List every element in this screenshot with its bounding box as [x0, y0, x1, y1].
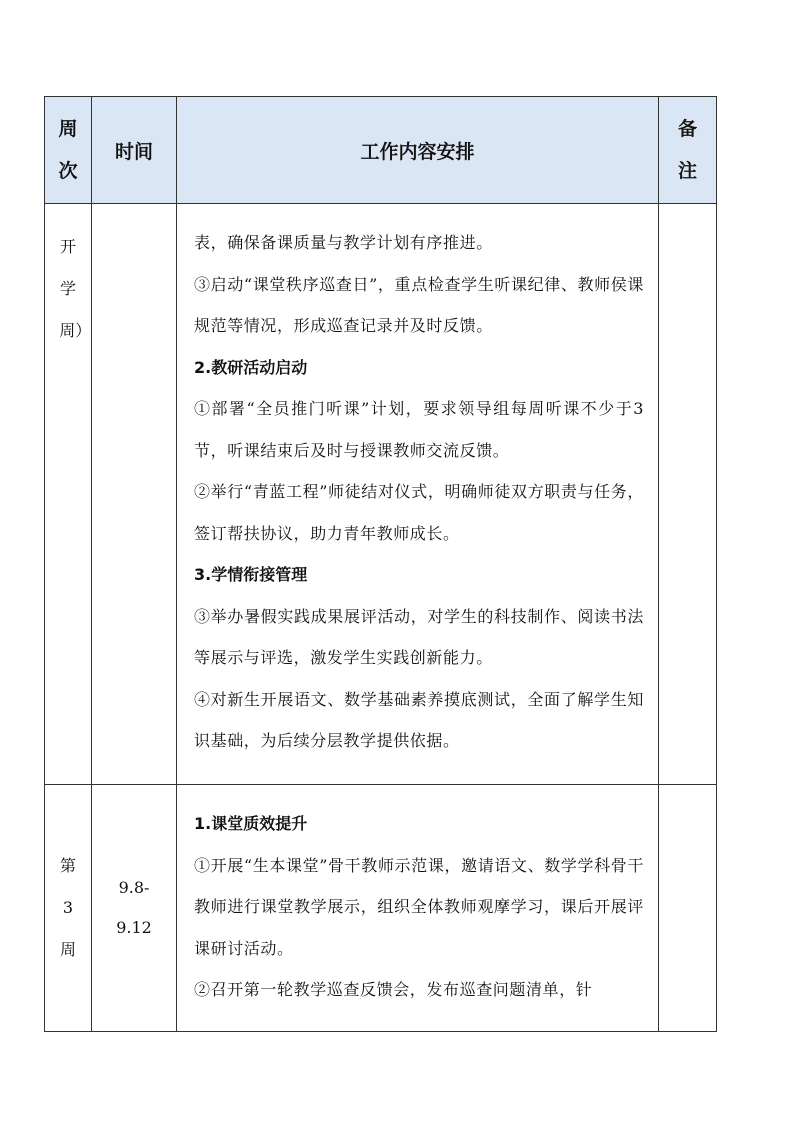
schedule-table — [44, 96, 717, 1032]
header-week: 周次 — [45, 97, 92, 204]
week-cell — [45, 204, 92, 785]
content-cell — [177, 785, 659, 1032]
header-time: 时间 — [92, 97, 177, 204]
section-heading: 1.课堂质效提升 — [194, 814, 308, 833]
content-line: ④对新生开展语文、数学基础素养摸底测试，全面了解学生知识基础，为后续分层教学提供依据。 — [194, 689, 644, 750]
note-cell — [659, 204, 717, 785]
header-note: 备注 — [659, 97, 717, 204]
table-row — [45, 785, 717, 1032]
time-cell — [92, 204, 177, 785]
content-line: 表，确保备课质量与教学计划有序推进。 — [194, 233, 493, 252]
content-line: ①开展“生本课堂”骨干教师示范课，邀请语文、数学学科骨干教师进行课堂教学展示，组织全体教师观摩学习，课后开展评课研讨活动。 — [194, 855, 644, 958]
content-line: ②举行“青蓝工程”师徒结对仪式，明确师徒双方职责与任务，签订帮扶协议，助力青年教师成长。 — [194, 482, 644, 543]
section-heading: 2.教研活动启动 — [194, 357, 308, 377]
time-cell — [92, 785, 177, 1032]
header-content: 工作内容安排 — [177, 97, 659, 204]
time-label: 9.8-9.12 — [116, 878, 152, 937]
content-line: ③举办暑假实践成果展评活动，对学生的科技制作、阅读书法等展示与评选，激发学生实践创新能力。 — [194, 606, 644, 667]
note-cell — [659, 785, 717, 1032]
table-header-row — [45, 97, 717, 204]
content-line: ②召开第一轮教学巡查反馈会，发布巡查问题清单，针 — [194, 980, 593, 999]
content-line: ③启动“课堂秩序巡查日”，重点检查学生听课纪律、教师侯课规范等情况，形成巡查记录并及时反馈。 — [194, 274, 644, 335]
week-label: 开学周） — [59, 237, 92, 340]
week-label: 第3周 — [59, 856, 76, 959]
week-cell — [45, 785, 92, 1032]
content-line: ①部署“全员推门听课”计划，要求领导组每周听课不少于3节，听课结束后及时与授课教师交流反馈。 — [194, 399, 644, 460]
table-row — [45, 204, 717, 785]
content-cell — [177, 204, 659, 785]
section-heading: 3.学情衔接管理 — [194, 565, 308, 584]
